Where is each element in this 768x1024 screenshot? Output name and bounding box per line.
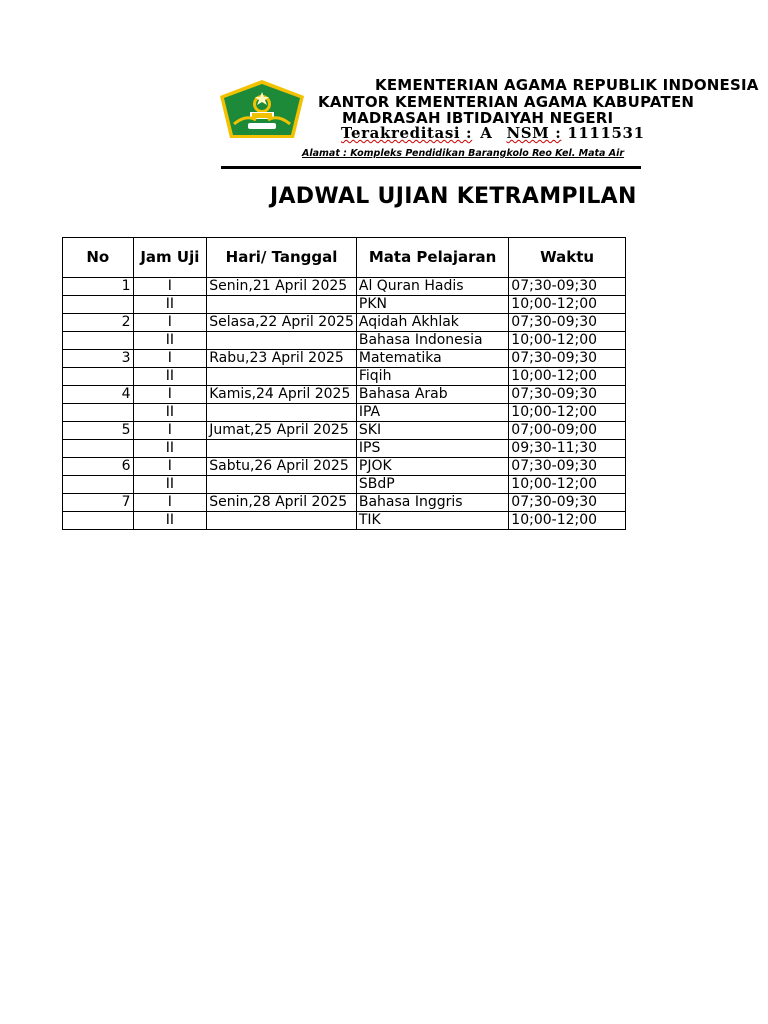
cell-waktu: 07;30-09;30 — [509, 386, 626, 404]
cell-mata-pelajaran: SBdP — [356, 476, 508, 494]
table-header-row — [63, 238, 626, 278]
col-header-waktu: Waktu — [509, 238, 626, 278]
table-row — [63, 386, 626, 404]
cell-hari-tanggal: Selasa,22 April 2025 — [207, 314, 357, 332]
cell-no — [63, 512, 134, 530]
nsm-label: NSM : — [506, 124, 562, 142]
cell-mata-pelajaran: Aqidah Akhlak — [356, 314, 508, 332]
table-row — [63, 332, 626, 350]
cell-waktu: 10;00-12;00 — [509, 332, 626, 350]
cell-hari-tanggal — [207, 440, 357, 458]
header-accreditation-line — [341, 124, 645, 142]
cell-no: 2 — [63, 314, 134, 332]
cell-mata-pelajaran: Fiqih — [356, 368, 508, 386]
cell-jam-uji: II — [133, 332, 207, 350]
table-row — [63, 296, 626, 314]
cell-no: 4 — [63, 386, 134, 404]
cell-mata-pelajaran: SKI — [356, 422, 508, 440]
header-line-2: KANTOR KEMENTERIAN AGAMA KABUPATEN — [318, 93, 695, 111]
cell-no — [63, 440, 134, 458]
cell-jam-uji: I — [133, 314, 207, 332]
table-row — [63, 404, 626, 422]
cell-jam-uji: I — [133, 422, 207, 440]
col-header-jam-uji: Jam Uji — [133, 238, 207, 278]
table-row — [63, 350, 626, 368]
cell-waktu: 07;30-09;30 — [509, 278, 626, 296]
cell-jam-uji: II — [133, 440, 207, 458]
cell-no — [63, 476, 134, 494]
cell-no — [63, 332, 134, 350]
cell-waktu: 10;00-12;00 — [509, 296, 626, 314]
cell-mata-pelajaran: IPA — [356, 404, 508, 422]
header-line-3: MADRASAH IBTIDAIYAH NEGERI — [342, 109, 614, 127]
cell-no — [63, 404, 134, 422]
cell-hari-tanggal: Sabtu,26 April 2025 — [207, 458, 357, 476]
cell-hari-tanggal: Senin,21 April 2025 — [207, 278, 357, 296]
table-row — [63, 440, 626, 458]
cell-hari-tanggal — [207, 332, 357, 350]
cell-waktu: 07;00-09;00 — [509, 422, 626, 440]
cell-mata-pelajaran: TIK — [356, 512, 508, 530]
table-row — [63, 512, 626, 530]
accreditation-label: Terakreditasi : — [341, 124, 473, 142]
cell-no — [63, 368, 134, 386]
col-header-hari-tanggal: Hari/ Tanggal — [207, 238, 357, 278]
cell-mata-pelajaran: PKN — [356, 296, 508, 314]
table-row — [63, 422, 626, 440]
cell-no — [63, 296, 134, 314]
cell-jam-uji: I — [133, 350, 207, 368]
table-row — [63, 494, 626, 512]
cell-waktu: 07;30-09;30 — [509, 494, 626, 512]
schedule-table — [62, 237, 626, 530]
cell-no: 5 — [63, 422, 134, 440]
cell-waktu: 07;30-09;30 — [509, 314, 626, 332]
cell-jam-uji: I — [133, 494, 207, 512]
cell-no: 7 — [63, 494, 134, 512]
cell-jam-uji: II — [133, 476, 207, 494]
cell-hari-tanggal — [207, 296, 357, 314]
cell-waktu: 07;30-09;30 — [509, 350, 626, 368]
col-header-no: No — [63, 238, 134, 278]
cell-jam-uji: I — [133, 278, 207, 296]
cell-no: 1 — [63, 278, 134, 296]
header-line-1: KEMENTERIAN AGAMA REPUBLIK INDONESIA — [375, 76, 759, 94]
cell-mata-pelajaran: IPS — [356, 440, 508, 458]
cell-hari-tanggal — [207, 476, 357, 494]
table-row — [63, 278, 626, 296]
header-divider — [221, 166, 641, 169]
table-row — [63, 476, 626, 494]
cell-waktu: 10;00-12;00 — [509, 368, 626, 386]
cell-waktu: 10;00-12;00 — [509, 404, 626, 422]
header-address: Alamat : Kompleks Pendidikan Barangkolo Reo Kel. Mata Air — [302, 148, 625, 159]
cell-mata-pelajaran: Bahasa Arab — [356, 386, 508, 404]
cell-waktu: 07;30-09;30 — [509, 458, 626, 476]
cell-no: 6 — [63, 458, 134, 476]
cell-hari-tanggal — [207, 512, 357, 530]
cell-mata-pelajaran: Matematika — [356, 350, 508, 368]
cell-hari-tanggal — [207, 368, 357, 386]
cell-mata-pelajaran: PJOK — [356, 458, 508, 476]
nsm-value: 1111531 — [567, 124, 645, 142]
kemenag-logo-icon — [216, 78, 308, 140]
cell-jam-uji: II — [133, 368, 207, 386]
page-title: JADWAL UJIAN KETRAMPILAN — [270, 184, 637, 209]
cell-mata-pelajaran: Al Quran Hadis — [356, 278, 508, 296]
cell-hari-tanggal: Senin,28 April 2025 — [207, 494, 357, 512]
cell-jam-uji: I — [133, 458, 207, 476]
accreditation-value: A — [480, 124, 493, 142]
cell-waktu: 09;30-11;30 — [509, 440, 626, 458]
table-row — [63, 458, 626, 476]
cell-jam-uji: I — [133, 386, 207, 404]
cell-mata-pelajaran: Bahasa Inggris — [356, 494, 508, 512]
table-row — [63, 314, 626, 332]
cell-jam-uji: II — [133, 512, 207, 530]
col-header-mata-pelajaran: Mata Pelajaran — [356, 238, 508, 278]
cell-mata-pelajaran: Bahasa Indonesia — [356, 332, 508, 350]
cell-no: 3 — [63, 350, 134, 368]
cell-hari-tanggal: Jumat,25 April 2025 — [207, 422, 357, 440]
cell-jam-uji: II — [133, 296, 207, 314]
cell-hari-tanggal — [207, 404, 357, 422]
cell-waktu: 10;00-12;00 — [509, 512, 626, 530]
table-row — [63, 368, 626, 386]
cell-jam-uji: II — [133, 404, 207, 422]
cell-hari-tanggal: Rabu,23 April 2025 — [207, 350, 357, 368]
cell-waktu: 10;00-12;00 — [509, 476, 626, 494]
cell-hari-tanggal: Kamis,24 April 2025 — [207, 386, 357, 404]
